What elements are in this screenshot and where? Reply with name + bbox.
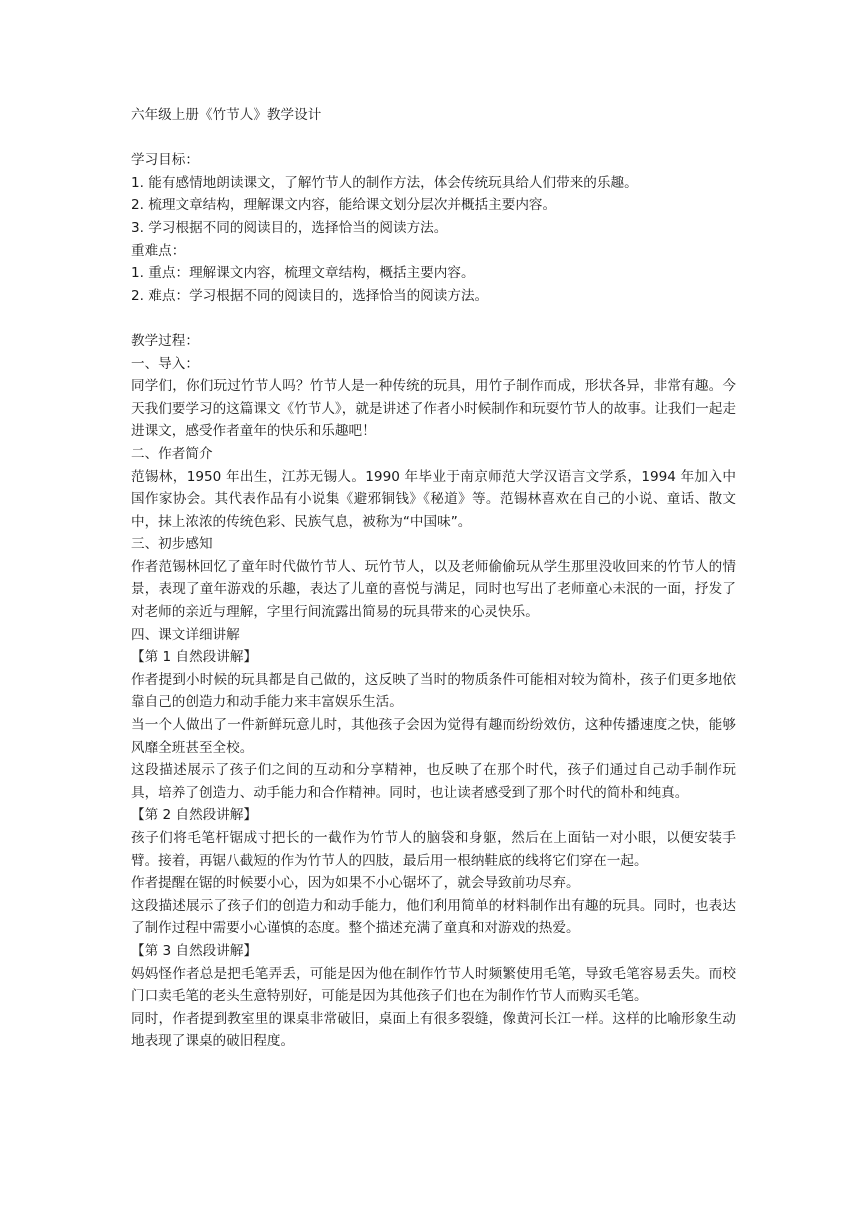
process-heading: 教学过程：: [131, 332, 199, 349]
perception-paragraph: 作者范锡林回忆了童年时代做竹节人、玩竹节人，以及老师偷偷玩从学生那里没收回来的竹节人的情景，表现了童年游戏的乐趣，表达了儿童的喜悦与满足，同时也写出了老师童心未泯的一面，抒发了对老师的亲近与理解，字里行间流露出简易的玩具带来的心灵快乐。: [131, 558, 736, 621]
author-paragraph: 范锡林，1950 年出生，江苏无锡人。1990 年毕业于南京师范大学汉语言文学系，1994 年加入中国作家协会。其代表作品有小说集《避邪铜钱》《秘道》等。范锡林喜欢在自己的小说、童话、散文中，抹上浓浓的传统色彩、民族气息，被称为“中国味”。: [131, 468, 736, 530]
blank-line: [131, 307, 736, 330]
document-page: [131, 104, 736, 1053]
section-heading-perception: 三、初步感知: [131, 536, 213, 553]
keypoint-item: 1. 重点：理解课文内容，梳理文章结构，概括主要内容。: [131, 265, 475, 282]
section-heading-detail: 四、课文详细讲解: [131, 626, 240, 643]
paragraph-2-heading: 【第 2 自然段讲解】: [131, 807, 258, 824]
goals-heading: 学习目标：: [131, 152, 199, 169]
paragraph-2-text: 这段描述展示了孩子们的创造力和动手能力，他们利用简单的材料制作出有趣的玩具。同时，也表达了制作过程中需要小心谨慎的态度。整个描述充满了童真和对游戏的热爱。: [131, 897, 736, 937]
paragraph-3-text: 同时，作者提到教室里的课桌非常破旧，桌面上有很多裂缝，像黄河长江一样。这样的比喻形象生动地表现了课桌的破旧程度。: [131, 1010, 736, 1050]
section-heading-intro: 一、导入：: [131, 355, 199, 372]
keypoints-heading: 重难点：: [131, 242, 186, 259]
paragraph-1-text: 作者提到小时候的玩具都是自己做的，这反映了当时的物质条件可能相对较为简朴，孩子们更多地依靠自己的创造力和动手能力来丰富娱乐生活。: [131, 671, 736, 711]
goal-item: 3. 学习根据不同的阅读目的，选择恰当的阅读方法。: [131, 219, 448, 236]
paragraph-1-heading: 【第 1 自然段讲解】: [131, 649, 258, 666]
goal-item: 1. 能有感情地朗读课文，了解竹节人的制作方法，体会传统玩具给人们带来的乐趣。: [131, 174, 638, 191]
document-title: 六年级上册《竹节人》教学设计: [131, 107, 322, 123]
keypoint-item: 2. 难点：学习根据不同的阅读目的，选择恰当的阅读方法。: [131, 287, 489, 304]
intro-paragraph: 同学们，你们玩过竹节人吗？竹节人是一种传统的玩具，用竹子制作而成，形状各异，非常有趣。今天我们要学习的这篇课文《竹节人》，就是讲述了作者小时候制作和玩耍竹节人的故事。让我们一起走进课文，感受作者童年的快乐和乐趣吧！: [131, 378, 736, 440]
paragraph-1-text: 当一个人做出了一件新鲜玩意儿时，其他孩子会因为觉得有趣而纷纷效仿，这种传播速度之快，能够风靡全班甚至全校。: [131, 717, 736, 756]
blank-line: [131, 127, 736, 150]
paragraph-2-text: 孩子们将毛笔杆锯成寸把长的一截作为竹节人的脑袋和身躯，然后在上面钻一对小眼，以便安装手臂。接着，再锯八截短的作为竹节人的四肢，最后用一根纳鞋底的线将它们穿在一起。: [131, 830, 736, 869]
paragraph-3-text: 妈妈怪作者总是把毛笔弄丢，可能是因为他在制作竹节人时频繁使用毛笔，导致毛笔容易丢失。而校门口卖毛笔的老头生意特别好，可能是因为其他孩子们也在为制作竹节人而购买毛笔。: [131, 965, 736, 1005]
paragraph-3-heading: 【第 3 自然段讲解】: [131, 942, 258, 959]
section-heading-author: 二、作者简介: [131, 445, 213, 462]
paragraph-2-text: 作者提醒在锯的时候要小心，因为如果不小心锯坏了，就会导致前功尽弃。: [131, 875, 580, 892]
paragraph-1-text: 这段描述展示了孩子们之间的互动和分享精神，也反映了在那个时代，孩子们通过自己动手制作玩具，培养了创造力、动手能力和合作精神。同时，也让读者感受到了那个时代的简朴和纯真。: [131, 762, 736, 801]
goal-item: 2. 梳理文章结构，理解课文内容，能给课文划分层次并概括主要内容。: [131, 197, 557, 214]
